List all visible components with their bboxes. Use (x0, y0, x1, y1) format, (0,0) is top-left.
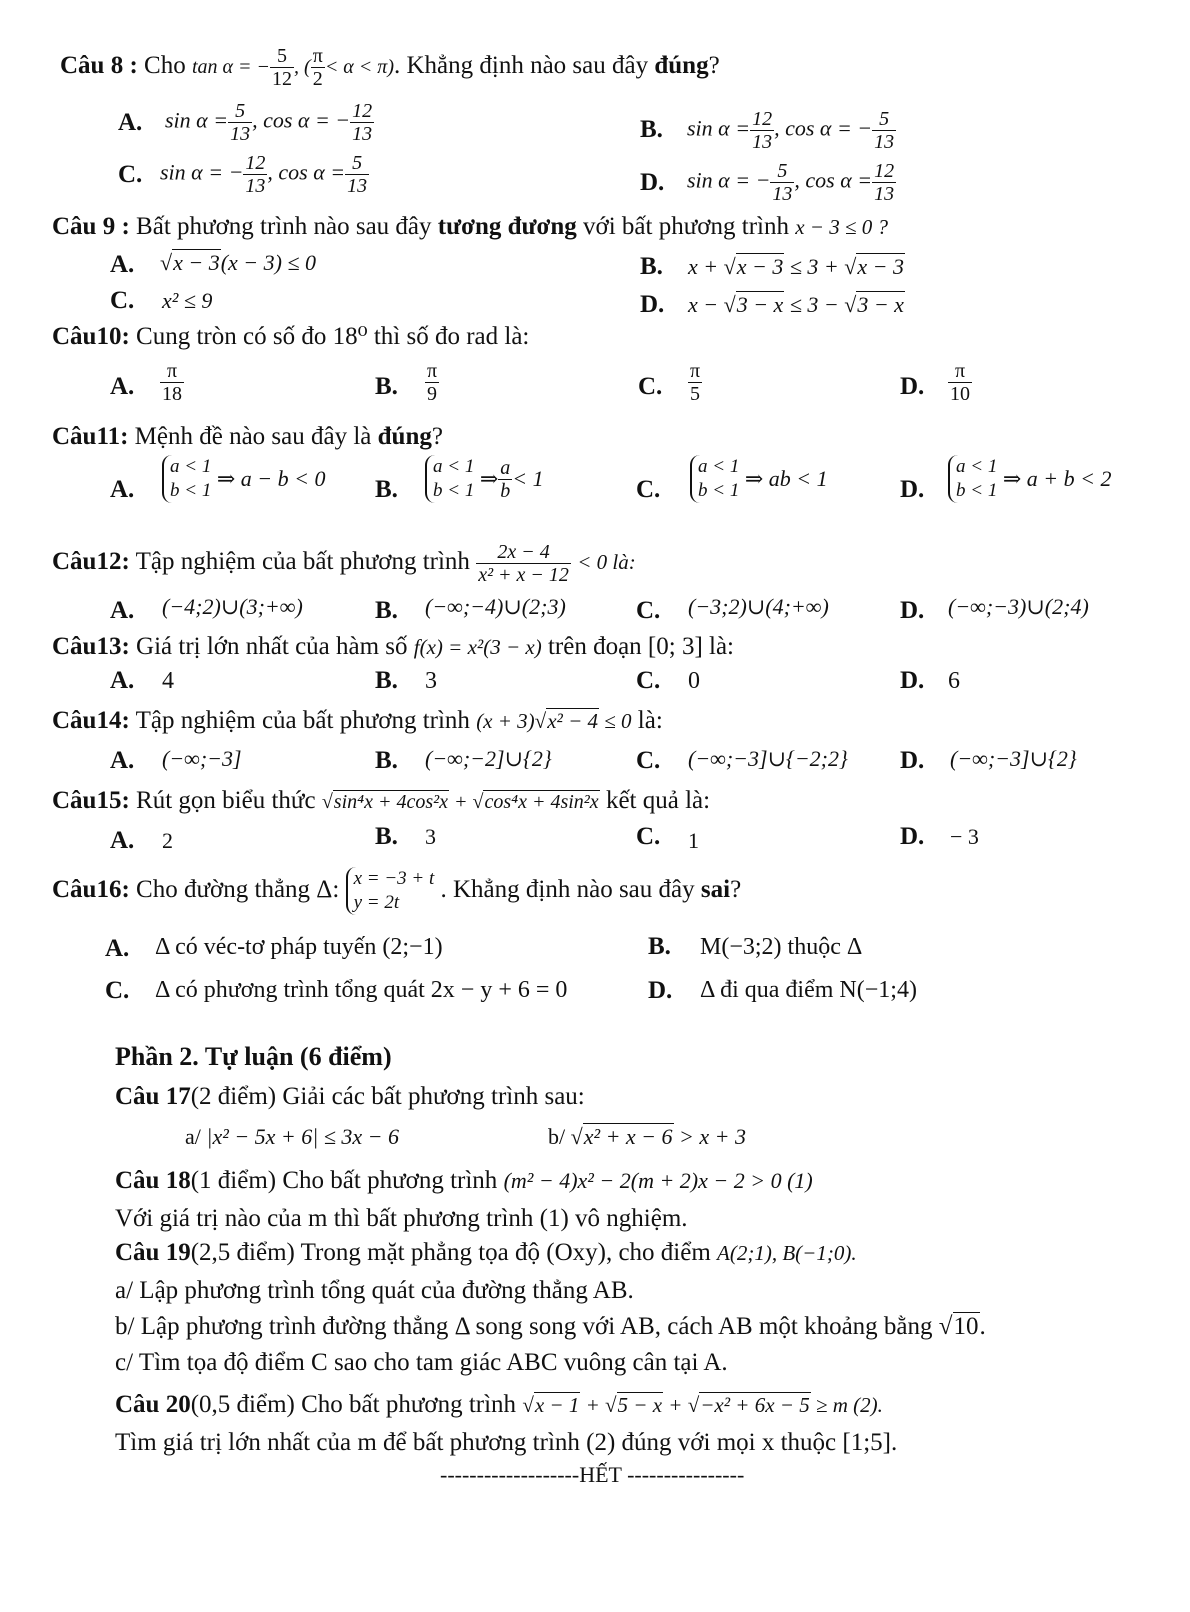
q13-stem: Câu13: Giá trị lớn nhất của hàm số f(x) = x²(3 − x) trên đoạn [0; 3] là: (52, 633, 735, 660)
q15-option-a: 2 (162, 828, 173, 853)
q11-option-d-label: D. (900, 476, 925, 503)
q9-option-b: x + √x − 3 ≤ 3 + √x − 3 (688, 254, 904, 279)
q16-option-b-label: B. (648, 933, 671, 960)
q13-option-d: 6 (948, 668, 960, 694)
q11-option-a: a < 1 b < 1 ⇒ a − b < 0 (162, 455, 325, 503)
q10-stem: Câu10: Cung tròn có số đo 18⁰ thì số đo rad là: (52, 323, 530, 350)
q13-option-c-label: C. (636, 667, 661, 694)
q16-stem: Câu16: Cho đường thẳng Δ: x = −3 + t y = 2t . Khẳng định nào sau đây sai? (52, 868, 742, 914)
q16-option-b: M(−3;2) thuộc Δ (700, 934, 863, 960)
q11-option-d: a < 1 b < 1 ⇒ a + b < 2 (948, 455, 1111, 503)
q9-option-c: x² ≤ 9 (162, 288, 213, 313)
q15-option-b-label: B. (375, 823, 398, 850)
q8-stem: Câu 8 : Cho tan α = − $\frac{5}{12}$ , ( $\frac{\pi}{2}$ < α < π). Khẳng định nào sau đây đúng? (60, 45, 720, 90)
q13-option-d-label: D. (900, 667, 925, 694)
q11-option-a-label: A. (110, 476, 135, 503)
q12-option-b: (−∞;−4)∪(2;3) (425, 594, 566, 619)
q8-option-a-label: A. (118, 109, 143, 136)
q14-stem: Câu14: Tập nghiệm của bất phương trình (x + 3)√x² − 4 ≤ 0 là: (52, 707, 663, 734)
q16-option-d-label: D. (648, 977, 673, 1004)
q16-option-a-label: A. (105, 935, 130, 962)
q14-option-c-label: C. (636, 747, 661, 774)
q15-option-a-label: A. (110, 827, 135, 854)
q15-option-c: 1 (688, 828, 699, 853)
q16-option-c: Δ có phương trình tổng quát 2x − y + 6 = 0 (155, 977, 568, 1003)
q12-option-a: (−4;2)∪(3;+∞) (162, 594, 303, 619)
part2-title: Phần 2. Tự luận (6 điểm) (115, 1042, 392, 1071)
q17-a: a/ |x² − 5x + 6| ≤ 3x − 6 (185, 1124, 400, 1149)
q9-option-a-label: A. (110, 251, 135, 278)
q20-line2: Tìm giá trị lớn nhất của m để bất phương trình (2) đúng với mọi x thuộc [1;5]. (115, 1429, 898, 1456)
q9-option-a: √x − 3(x − 3) ≤ 0 (160, 250, 317, 275)
q15-option-c-label: C. (636, 823, 661, 850)
q14-option-a-label: A. (110, 747, 135, 774)
q12-stem: Câu12: Tập nghiệm của bất phương trình $\frac{2x - 4}{\text{x² + x − 12}}$ < 0 là: (52, 540, 636, 586)
q10-option-d-label: D. (900, 373, 925, 400)
q16-option-d: Δ đi qua điểm N(−1;4) (700, 977, 917, 1003)
q13-option-b: 3 (425, 668, 437, 694)
q10-option-a-label: A. (110, 373, 135, 400)
q8-option-c: sin α = − $\frac{12}{13}$ , cos α = $\frac{5}{13}$ (160, 152, 368, 197)
q8-number: Câu 8 : (60, 52, 138, 80)
q12-option-d: (−∞;−3)∪(2;4) (948, 594, 1089, 619)
q20-stem: Câu 20(0,5 điểm) Cho bất phương trình √x − 1 + √5 − x + √−x² + 6x − 5 ≥ m (2). (115, 1391, 883, 1418)
q9-option-d: x − √3 − x ≤ 3 − √3 − x (688, 292, 904, 317)
q11-option-b: a < 1 b < 1 ⇒ $\frac{a}{b}$ < 1 (425, 455, 544, 503)
q13-option-c: 0 (688, 668, 700, 694)
q14-option-d: (−∞;−3]∪{2} (950, 746, 1077, 771)
q11-stem: Câu11: Mệnh đề nào sau đây là đúng? (52, 423, 443, 450)
q9-stem: Câu 9 : Bất phương trình nào sau đây tương đương với bất phương trình x − 3 ≤ 0 ? (52, 213, 888, 240)
q11-option-c: a < 1 b < 1 ⇒ ab < 1 (690, 455, 828, 503)
q10-option-b: $\frac{\pi}{9}$ (427, 360, 438, 405)
q17-stem: Câu 17(2 điểm) Giải các bất phương trình sau: (115, 1083, 585, 1110)
q8-option-d-label: D. (640, 169, 665, 196)
q8-option-b-label: B. (640, 116, 663, 143)
q15-option-d: − 3 (950, 824, 979, 849)
q14-option-b: (−∞;−2]∪{2} (425, 746, 552, 771)
q18-stem: Câu 18(1 điểm) Cho bất phương trình (m² − 4)x² − 2(m + 2)x − 2 > 0 (1) (115, 1167, 813, 1194)
q10-option-b-label: B. (375, 373, 398, 400)
q15-stem: Câu15: Rút gọn biểu thức √sin⁴x + 4cos²x + √cos⁴x + 4sin²x kết quả là: (52, 787, 711, 814)
q8-option-c-label: C. (118, 161, 143, 188)
q14-option-d-label: D. (900, 747, 925, 774)
q13-option-a: 4 (162, 668, 174, 694)
q17-b: b/ √x² + x − 6 > x + 3 (548, 1124, 746, 1149)
q12-option-b-label: B. (375, 597, 398, 624)
q16-option-c-label: C. (105, 977, 130, 1004)
q8-option-d: sin α = − $\frac{5}{13}$ , cos α = $\frac{12}{13}$ (687, 160, 895, 205)
q8-option-b: sin α = $\frac{12}{13}$ , cos α = − $\frac{5}{13}$ (687, 108, 895, 153)
q11-option-b-label: B. (375, 476, 398, 503)
q16-option-a: Δ có véc-tơ pháp tuyến (2;−1) (155, 934, 443, 960)
q9-option-d-label: D. (640, 291, 665, 318)
q13-option-a-label: A. (110, 667, 135, 694)
q9-option-b-label: B. (640, 253, 663, 280)
q11-option-c-label: C. (636, 476, 661, 503)
q10-option-c-label: C. (638, 373, 663, 400)
end-marker: -------------------HẾT ---------------- (440, 1462, 745, 1487)
q10-option-c: $\frac{\pi}{5}$ (690, 360, 701, 405)
q19-stem: Câu 19(2,5 điểm) Trong mặt phẳng tọa độ (Oxy), cho điểm A(2;1), B(−1;0). (115, 1239, 857, 1266)
q15-option-d-label: D. (900, 823, 925, 850)
q9-option-c-label: C. (110, 287, 135, 314)
q8-option-a: sin α = $\frac{5}{13}$ , cos α = − $\frac{12}{13}$ (165, 100, 373, 145)
q13-option-b-label: B. (375, 667, 398, 694)
q10-option-a: $\frac{\pi}{18}$ (162, 360, 182, 405)
q19-a: a/ Lập phương trình tổng quát của đường thẳng AB. (115, 1277, 634, 1304)
q14-option-b-label: B. (375, 747, 398, 774)
q14-option-a: (−∞;−3] (162, 746, 242, 771)
q12-option-c-label: C. (636, 597, 661, 624)
q12-option-d-label: D. (900, 597, 925, 624)
q19-c: c/ Tìm tọa độ điểm C sao cho tam giác ABC vuông cân tại A. (115, 1349, 728, 1376)
q15-option-b: 3 (425, 824, 436, 849)
q12-option-c: (−3;2)∪(4;+∞) (688, 594, 829, 619)
q10-option-d: $\frac{\pi}{10}$ (950, 360, 970, 405)
q18-line2: Với giá trị nào của m thì bất phương trình (1) vô nghiệm. (115, 1205, 688, 1232)
q12-option-a-label: A. (110, 597, 135, 624)
q14-option-c: (−∞;−3]∪{−2;2} (688, 746, 848, 771)
q19-b: b/ Lập phương trình đường thẳng Δ song song với AB, cách AB một khoảng bằng √10. (115, 1313, 986, 1340)
